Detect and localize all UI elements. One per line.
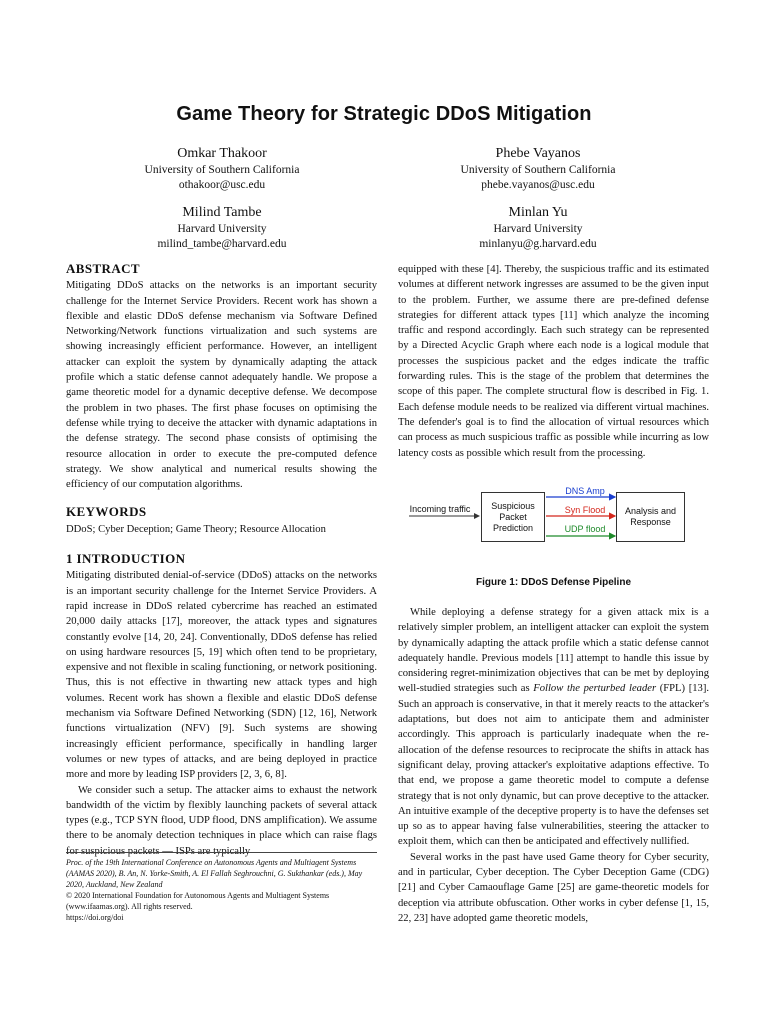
- author-affiliation: Harvard University: [493, 223, 583, 235]
- author-email[interactable]: othakoor@usc.edu: [178, 179, 266, 191]
- analysis-response-box: Analysis and Response: [616, 492, 685, 542]
- author-name: Phebe Vayanos: [495, 146, 581, 161]
- author-affiliation: Harvard University: [177, 223, 267, 235]
- author-block: [388, 144, 688, 193]
- abstract-text: Mitigating DDoS attacks on the networks is an important security challenge for the Internet Service Providers. Recent work has shown a flexible and elastic DDoS defense mechanism via Software Defined Networking/Network functions virtualization and such systems are showing increasingly efficient performance. However, an intelligent attacker can exploit the system by dynamically adapting the attack profile which a static defense cannot adequately handle. We propose a game theoretic model for a dynamic deceptive defense. We decompose the problem in two phases. The first phase focuses on optimising the defense while trying to deceive the attacker with dynamic adaptations in the defense strategy. The second phase consists of optimising the resource allocation in order to execute the pre-computed defence strategy. We show analytical and numerical results showing the efficiency of our computation algorithms.: [66, 280, 377, 491]
- incoming-traffic-label: Incoming traffic: [409, 504, 471, 514]
- body-text: (FPL) [13]. Such an approach is conservative, in that it merely reacts to the attacker's adaptations, but does not aim to anticipate them and administer accordingly. This approach is particularly inadequate when the re-allocation of the defense resources to reciprocate the shifts in attack has significant delay, proving attacker's exploitative adaptions effective. To that end, we propose a game theoretic model to compute a defense strategy that is not only dynamic, but can prove deceptive to the attacker. An intuitive example of the deceptive property is to have the defenses set up so as to appear having false vulnerabilities, steering the attacker to exploit them, which can then be anticipated and effectively nullified.: [398, 683, 710, 848]
- paper-title: Game Theory for Strategic DDoS Mitigation: [176, 103, 592, 125]
- author-name: Minlan Yu: [508, 205, 568, 220]
- proceedings-note: Proc. of the 19th International Conference on Autonomous Agents and Multiagent Systems (AAMAS 2020), B. An, N. Yorke-Smith, A. El Fallah Seghrouchni, G. Sukthankar (eds.), May 2020, Auckland, New Zealand: [66, 858, 363, 889]
- syn-flood-label: Syn Flood: [564, 505, 606, 515]
- author-email[interactable]: phebe.vayanos@usc.edu: [481, 179, 595, 191]
- intro-paragraph: Mitigating distributed denial-of-service (DDoS) attacks on the networks is an important security challenge for the Internet Service Providers. A rapid increase in DDoS related cybercrime has reached an estimated 20,000 daily attacks [17], moreover, the attack types and signatures constantly evolve [14, 20, 24]. Conventionally, DDoS defense has relied on using hardware resources [5, 19] which often tend to be proprietary, expensive and not flexible in scaling functioning, or network positioning. Thus, this is not effective in thwarting new attack types and high volumes. Recent work has shown a flexible and elastic DDoS defense mechanism via Software Defined Networking (SDN) [12, 16], Network functions virtualization (NFV) [9]. Such systems are showing increasingly efficient performance, specifically in handling larger volumes or new types of attacks, and are being deployed in practice more and more by leading ISP providers [2, 3, 6, 8].: [66, 570, 377, 781]
- keywords-text: DDoS; Cyber Deception; Game Theory; Resource Allocation: [66, 523, 326, 535]
- ddos-pipeline-figure: [405, 484, 705, 546]
- author-affiliation: University of Southern California: [460, 164, 616, 176]
- figure-caption: Figure 1: DDoS Defense Pipeline: [475, 577, 632, 588]
- body-paragraph: Several works in the past have used Game theory for Cyber security, and in particular, Cyber deception. The Cyber Deception Game (CDG) [21] and Cyber Camaouflage Game [25] are game-theoretic models for deception via attribute obfuscation. Other works in cyber defense [1, 15, 22, 23] have adopted game theoretic models,: [398, 851, 709, 924]
- author-affiliation: University of Southern California: [144, 164, 300, 176]
- keywords-heading: KEYWORDS: [66, 504, 147, 520]
- author-block: [72, 203, 372, 252]
- right-column-top: [398, 262, 709, 461]
- dns-amp-label: DNS Amp: [565, 486, 605, 496]
- author-name: Milind Tambe: [182, 205, 262, 220]
- body-text: While deploying a defense strategy for a given attack mix is a relatively simpler problem, an intelligent attacker can exploit the system by dynamically adapting the attack profile which a static defense cannot adequately handle. Previous models [11] attempt to handle this issue by considering regret-minimization objectives that can be met by deploying well-studied strategies such as: [398, 607, 709, 695]
- left-column: [66, 261, 377, 859]
- doi-link[interactable]: https://doi.org/doi: [66, 913, 124, 922]
- body-paragraph: [398, 605, 709, 850]
- author-block: [72, 144, 372, 193]
- body-paragraph: equipped with these [4]. Thereby, the suspicious traffic and its estimated volumes at different network ingresses are assumed to be the given input to the problem. Further, we assume there are pre-defined defense strategies for different attack types [11] which analyze the incoming traffic and respond accordingly. Each such strategy can be represented by a Directed Acyclic Graph where each node is a logical module that processes the suspicious packet and the edges indicate the traffic forwarding rules. This is the stage of the problem that determines the scope of this paper. The complete structural flow is described in Fig. 1. Each defense module needs to be realized via different virtual machines. The defender's goal is to find the allocation of virtual resources which can process as much suspicious traffic as possible while incurring as low latency costs as possible which result from the processing.: [398, 264, 709, 459]
- right-column-bottom: [398, 605, 709, 926]
- author-email[interactable]: minlanyu@g.harvard.edu: [479, 238, 597, 250]
- author-email[interactable]: milind_tambe@harvard.edu: [157, 238, 287, 250]
- intro-paragraph: We consider such a setup. The attacker aims to exhaust the network bandwidth of the victim by flexibly launching packets of several attack types (e.g., TCP SYN flood, UDP flood, DNS amplification). We assume there to be anomaly detection techniques in place which can raise flags for suspicious packets — ISPs are typically: [66, 784, 377, 857]
- introduction-heading: 1 INTRODUCTION: [66, 551, 186, 567]
- author-name: Omkar Thakoor: [177, 146, 267, 161]
- footnote: [66, 852, 377, 923]
- udp-flood-label: UDP flood: [564, 524, 606, 534]
- abstract-heading: ABSTRACT: [66, 261, 140, 276]
- fpl-emphasis: Follow the perturbed leader: [533, 683, 657, 695]
- author-block: [388, 203, 688, 252]
- suspicious-packet-box: Suspicious Packet Prediction: [481, 492, 545, 542]
- copyright-note: © 2020 International Foundation for Autonomous Agents and Multiagent Systems (www.ifaamas.org). All rights reserved.: [66, 891, 330, 911]
